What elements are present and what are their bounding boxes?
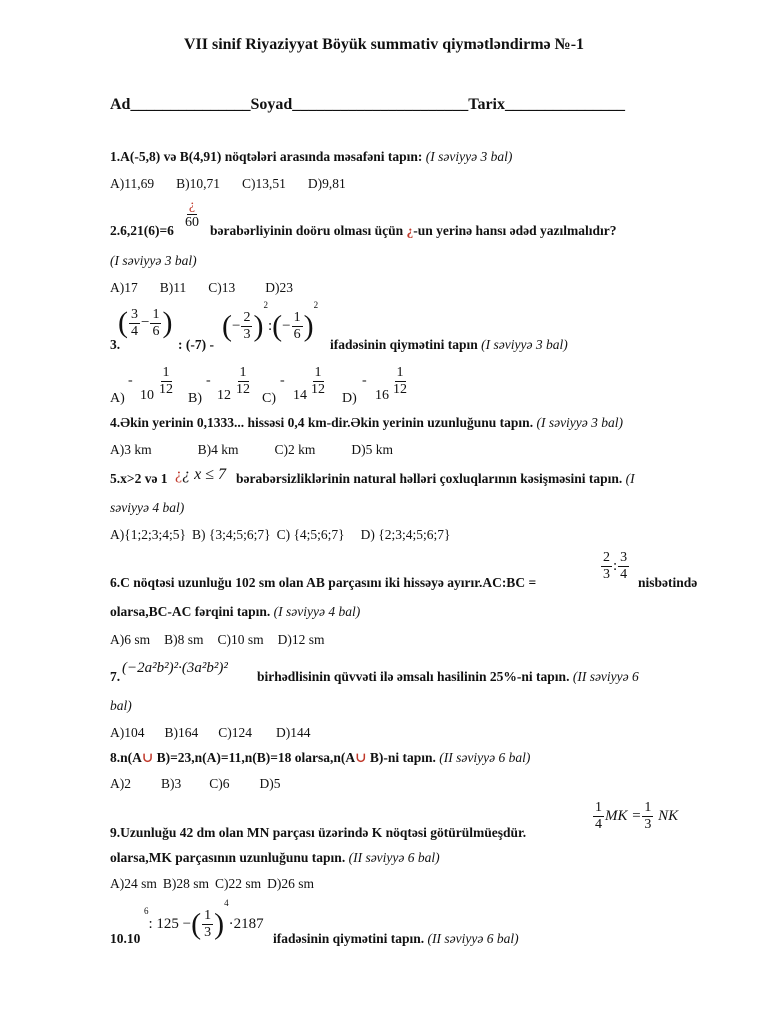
option-d: D)23: [265, 280, 293, 295]
name-line: Ad_______________Soyad______________________Tarix_______________: [110, 96, 625, 113]
frac-num: 2: [603, 550, 610, 565]
question-3-body: [330, 338, 568, 352]
option-c: C)13: [208, 280, 236, 295]
inequality: ¿ x ≤ 7: [182, 466, 226, 483]
frac-den: 12: [236, 382, 250, 397]
option-a: A)24 sm: [110, 876, 157, 891]
question-2-options: [110, 281, 315, 295]
question-5-options: [110, 528, 451, 542]
question-2-fraction: [182, 199, 202, 230]
frac-den: 4: [620, 567, 628, 582]
frac-num: 1: [314, 365, 322, 380]
frac-num: 1: [396, 365, 404, 380]
exponent: 6: [144, 906, 149, 916]
question-5-body: [236, 472, 635, 486]
question-4-options: [110, 443, 393, 457]
option-d: D)12 sm: [277, 632, 325, 647]
frac-num: 3: [620, 550, 628, 565]
option-a: A)104: [110, 725, 145, 740]
frac-den: 3: [204, 925, 212, 941]
option-d: D)26 sm: [267, 876, 315, 891]
union-icon: ∪: [355, 750, 367, 765]
question-7-body: [257, 670, 639, 684]
question-10-level: (II səviyyə 6 bal): [427, 931, 519, 946]
option-c: C)22 sm: [215, 876, 262, 891]
mk-label: MK =: [605, 807, 642, 824]
question-10-text: ifadəsinin qiymətini tapın.: [273, 931, 428, 946]
question-6-line-2-text: olarsa,BC-AC fərqini tapın.: [110, 604, 274, 619]
question-10-number: 10.10: [110, 931, 141, 946]
option-d: D)144: [276, 725, 311, 740]
question-2-prefix: 2.6,21(6)=6: [110, 223, 174, 238]
question-6-ratio: [600, 551, 630, 582]
question-7-number: 7.: [110, 669, 121, 684]
frac-den: 4: [595, 817, 602, 832]
question-3-mid: : (-7) -: [178, 337, 214, 352]
option-b: B)11: [159, 280, 187, 295]
question-2-text-2: -un yerinə hansı ədəd yazılmalıdır?: [413, 223, 617, 238]
question-8-part-1: 8.n(A: [110, 750, 142, 765]
question-10-body: [273, 932, 519, 946]
question-3-expr-part1: ( $\frac{3}{4}$ − $\frac{1}{6}$ ): [118, 306, 173, 339]
frac-num: 2: [243, 310, 251, 326]
question-1-text: 1.A(-5,8) və B(4,91) nöqtələri arasında məsafəni tapın:: [110, 149, 426, 164]
option-a: A)3 km: [110, 442, 152, 457]
question-7-expression: (−2a²b²)²·(3a²b²)²: [122, 660, 228, 676]
frac-num: 1: [152, 306, 160, 322]
expression-part-1: : 125 −: [148, 916, 192, 932]
frac-num: 3: [131, 306, 138, 322]
question-7-level: (II səviyyə 6: [572, 669, 639, 684]
question-2: [110, 224, 174, 238]
question-6-level: (I səviyyə 4 bal): [273, 604, 361, 619]
nk-label: NK: [658, 807, 679, 824]
frac-den: 3: [603, 567, 610, 582]
question-1: [110, 150, 512, 164]
option-d: D) {2;3;4;5;6;7}: [360, 527, 451, 542]
question-8-part-2: B)=23,n(A)=11,n(B)=18 olarsa,n(A: [153, 750, 356, 765]
option-b: B) {3;4;5;6;7}: [191, 527, 271, 542]
option-b: B)28 sm: [162, 876, 210, 891]
question-4-level: (I səviyyə 3 bal): [536, 415, 624, 430]
question-5-prefix: 5.x>2 və 1: [110, 471, 168, 486]
option-c: C)10 sm: [217, 632, 264, 647]
frac-den: 12: [159, 382, 173, 397]
frac-den: 4: [131, 323, 138, 339]
question-7-options: [110, 726, 311, 740]
question-5-level-cont: səviyyə 4 bal): [110, 500, 185, 515]
question-1-level: (I səviyyə 3 bal): [425, 149, 513, 164]
option-a: A){1;2;3;4;5}: [110, 527, 186, 542]
frac-den: 3: [644, 817, 652, 832]
exponent: 4: [224, 898, 229, 908]
neg-sign: -: [362, 373, 367, 388]
question-5-text: bərabərsizliklərinin natural həlləri çoxluqlarının kəsişməsini tapın.: [236, 471, 626, 486]
frac-num: 1: [162, 365, 170, 380]
question-2-body: [210, 224, 617, 238]
question-6-options: [110, 633, 325, 647]
question-8-level: (II səviyyə 6 bal): [439, 750, 531, 765]
option-b: B)10,71: [176, 176, 220, 191]
frac-den: 3: [243, 327, 251, 343]
option-b: B)4 km: [197, 442, 239, 457]
neg-sign: -: [206, 373, 211, 388]
question-9-level: (II səviyyə 6 bal): [348, 850, 440, 865]
frac-num: 1: [293, 310, 301, 326]
question-3-text: ifadəsinin qiymətini tapın: [330, 337, 482, 352]
question-5-inequality: ¿¿ x ≤ 7: [175, 466, 226, 483]
option-a-label: A): [110, 391, 125, 406]
fraction-numerator: ¿: [188, 198, 196, 213]
question-8-part-3: B)-ni tapın.: [366, 750, 440, 765]
option-b-label: B): [188, 391, 202, 406]
question-9-line-2: [110, 851, 440, 865]
question-3-level: (I səviyyə 3 bal): [481, 337, 568, 352]
question-8-options: [110, 777, 281, 791]
option-c-label: C): [262, 391, 276, 406]
page-title: VII sinif Riyaziyyat Böyük summativ qiymətləndirmə №-1: [183, 36, 585, 53]
option-a-whole: 10: [140, 388, 154, 403]
frac-den: 6: [293, 327, 301, 343]
question-9-options: [110, 877, 314, 891]
question-2-level: (I səviyyə 3 bal): [110, 253, 197, 268]
option-b: B)164: [164, 725, 199, 740]
option-c-whole: 14: [293, 388, 307, 403]
neg-sign: -: [128, 373, 133, 388]
option-d-label: D): [342, 391, 357, 406]
question-6-text-2: nisbətində: [638, 575, 698, 590]
fraction-denominator: 60: [185, 215, 199, 230]
colon: :: [267, 318, 273, 334]
option-b: B)8 sm: [164, 632, 204, 647]
option-a: A)2: [110, 776, 131, 791]
option-d: D)5 km: [351, 442, 394, 457]
question-4: [110, 416, 623, 430]
option-b-whole: 12: [217, 388, 231, 403]
minus-sign: −: [141, 314, 150, 331]
frac-den: 12: [393, 382, 407, 397]
option-a: A)6 sm: [110, 632, 151, 647]
question-3-expr-part2: (− $\frac{2}{3}$ )$^2$:(− $\frac{1}{6}$ )$^2$: [222, 300, 319, 343]
union-icon: ∪: [141, 750, 154, 765]
question-9-line-2-text: olarsa,MK parçasının uzunluğunu tapın.: [110, 850, 349, 865]
question-10-expression: $^6$: 125 −( $\frac{1}{3}$ )$^4$·2187: [144, 898, 264, 941]
question-6-line-2: [110, 605, 360, 619]
neg-sign: -: [280, 373, 285, 388]
question-9-equation: [592, 801, 678, 832]
frac-num: 1: [644, 800, 652, 815]
colon: :: [613, 557, 618, 574]
frac-den: 12: [311, 382, 325, 397]
option-a: A)17: [110, 280, 138, 295]
option-c: C) {4;5;6;7}: [276, 527, 345, 542]
option-b: B)3: [161, 776, 182, 791]
expression-part-2: ·2187: [228, 916, 264, 932]
question-1-options: [110, 177, 368, 191]
option-d: D)5: [259, 776, 281, 791]
question-2-text: bərabərliyinin doöru olması üçün: [210, 223, 407, 238]
option-c: C)6: [209, 776, 230, 791]
option-d-whole: 16: [375, 388, 389, 403]
option-c: C)13,51: [242, 176, 286, 191]
exponent: 2: [313, 300, 319, 310]
question-4-text: 4.Əkin yerinin 0,1333... hissəsi 0,4 km-dir.Əkin yerinin uzunluğunu tapın.: [110, 415, 537, 430]
question-6-text: 6.C nöqtəsi uzunluğu 102 sm olan AB parçasını iki hissəyə ayırır.AC:BC =: [110, 575, 537, 590]
question-8: [110, 751, 530, 765]
question-7-text: birhədlisinin qüvvəti ilə əmsalı hasilinin 25%-ni tapın.: [257, 669, 573, 684]
option-c: C)124: [218, 725, 252, 740]
exponent: 2: [263, 300, 268, 310]
frac-num: 1: [204, 908, 212, 924]
option-c: C)2 km: [274, 442, 316, 457]
question-2-mark: ¿: [406, 223, 414, 238]
frac-num: 1: [239, 365, 247, 380]
question-7-level-cont: bal): [110, 698, 132, 713]
option-a: A)11,69: [110, 176, 155, 191]
option-d: D)9,81: [307, 176, 346, 191]
question-3-number: 3.: [110, 337, 121, 352]
question-9-text: 9.Uzunluğu 42 dm olan MN parçası üzərində K nöqtəsi götürülmüeşdür.: [110, 825, 527, 840]
frac-num: 1: [595, 800, 602, 815]
question-5-level: (I: [625, 471, 635, 486]
frac-den: 6: [152, 323, 160, 339]
